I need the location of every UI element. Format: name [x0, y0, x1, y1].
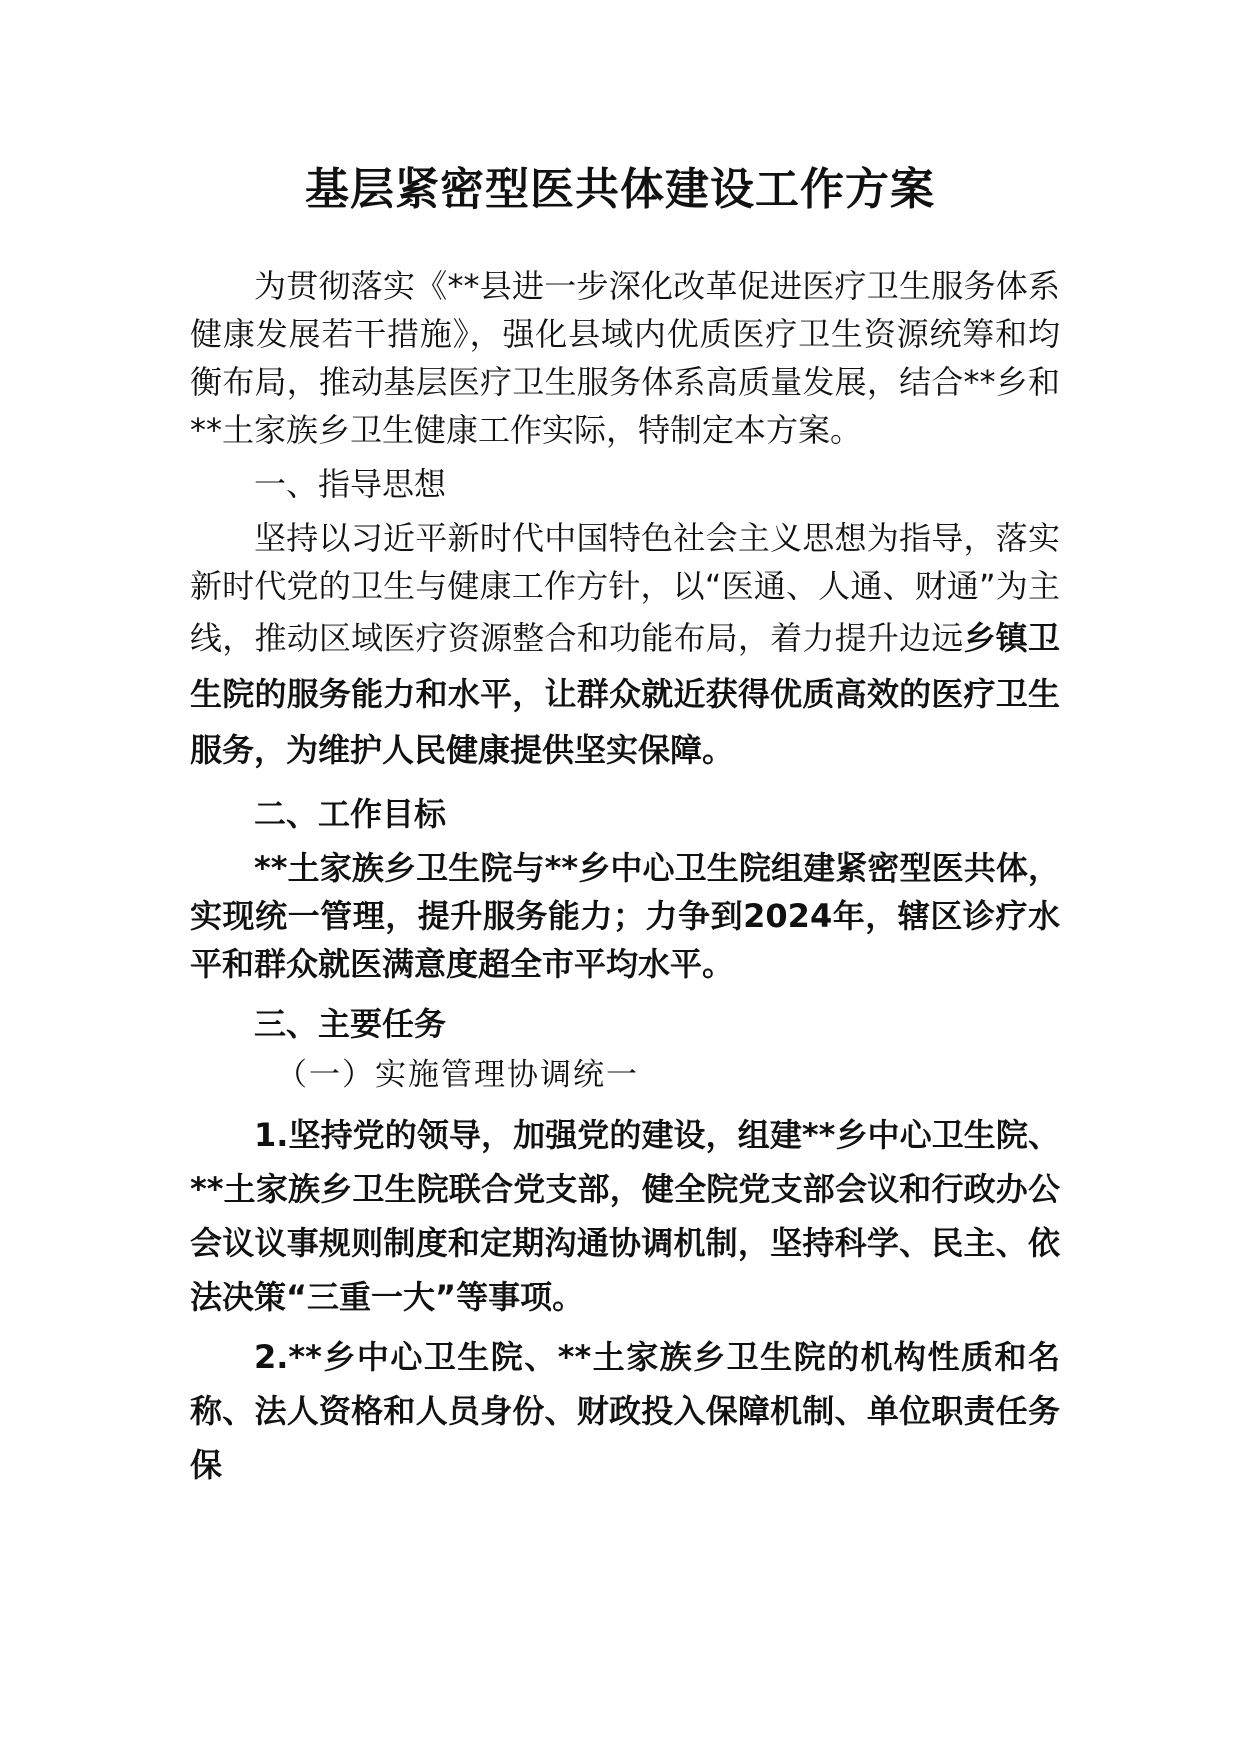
- task-item-1: 1.坚持党的领导，加强党的建设，组建**乡中心卫生院、**土家族乡卫生院联合党支部，健全院党支部会议和行政办公会议议事规则制度和定期沟通协调机制，坚持科学、民主、依法决策“三重一大”等事项。: [190, 1116, 1060, 1316]
- guiding-ideology-bold-text: 乡镇卫生院的服务能力和水平，让群众就近获得优质高效的医疗卫生服务，为维护人民健康提供坚实保障。: [190, 619, 1060, 769]
- intro-paragraph: 为贯彻落实《**县进一步深化改革促进医疗卫生服务体系健康发展若干措施》，强化县域内优质医疗卫生资源统筹和均衡布局，推动基层医疗卫生服务体系高质量发展，结合**乡和**土家族乡卫生健康工作实际，特制定本方案。: [190, 267, 1060, 449]
- section-heading-guiding-ideology: 一、指导思想: [254, 465, 447, 503]
- guiding-ideology-paragraph: [190, 514, 1060, 778]
- work-goals-paragraph: **土家族乡卫生院与**乡中心卫生院组建紧密型医共体，实现统一管理，提升服务能力；力争到2024年，辖区诊疗水平和群众就医满意度超全市平均水平。: [190, 849, 1060, 983]
- document-title: 基层紧密型医共体建设工作方案: [305, 164, 935, 215]
- document-body: [190, 262, 1060, 1492]
- task-item-2: 2.**乡中心卫生院、**土家族乡卫生院的机构性质和名称、法人资格和人员身份、财政投入保障机制、单位职责任务保: [190, 1338, 1060, 1484]
- section-heading-main-tasks: 三、主要任务: [254, 1005, 447, 1043]
- section-heading-work-goals: 二、工作目标: [254, 795, 447, 833]
- guiding-ideology-text: 坚持以习近平新时代中国特色社会主义思想为指导，落实新时代党的卫生与健康工作方针，以“医通、人通、财通”为主线，推动区域医疗资源整合和功能布局，着力提升边远: [190, 519, 1060, 657]
- subheading-management: （一）实施管理协调统一: [276, 1057, 639, 1093]
